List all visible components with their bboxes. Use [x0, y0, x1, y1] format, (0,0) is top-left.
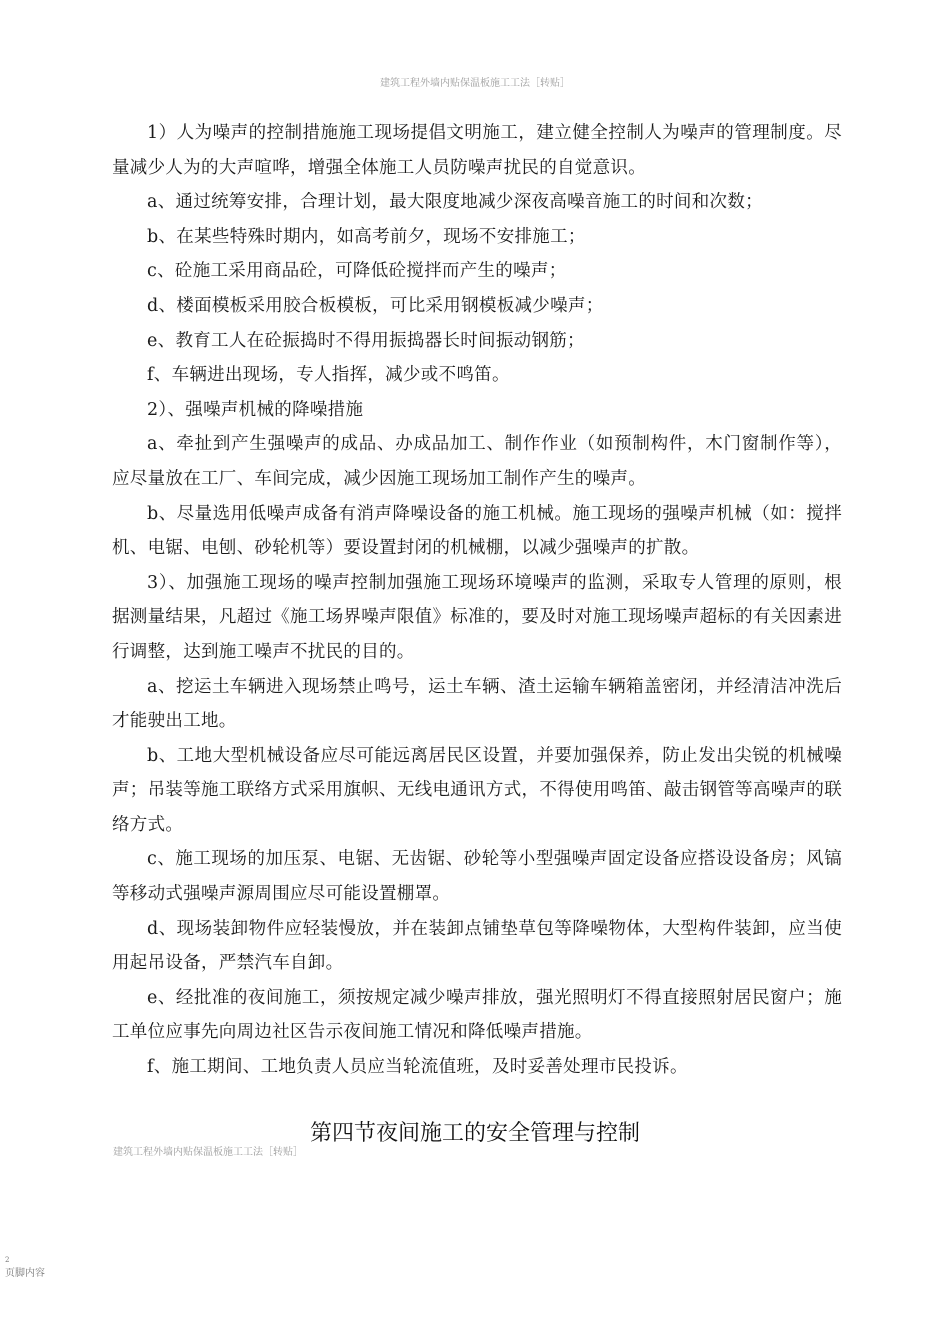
footer-label: 页脚内容	[5, 1268, 45, 1279]
paragraph-item-d: d、楼面模板采用胶合板模板，可比采用钢模板减少噪声；	[147, 295, 604, 316]
paragraph-item-a: a、挖运土车辆进入现场禁止鸣号，运土车辆、渣土运输车辆箱盖密闭，并经清洁冲洗后才能驶出工地。	[112, 676, 842, 732]
footer-note: 建筑工程外墙内贴保温板施工工法［转贴］	[113, 1147, 303, 1158]
paragraph-item-e: e、教育工人在砼振捣时不得用振捣器长时间振动钢筋；	[147, 330, 585, 351]
paragraph-item-c: c、施工现场的加压泵、电锯、无齿锯、砂轮等小型强噪声固定设备应搭设设备房；风镐等移动式强噪声源周围应尽可能设置棚罩。	[112, 849, 842, 905]
document-body	[112, 116, 842, 1085]
section-title: 第四节夜间施工的安全管理与控制	[309, 1121, 640, 1146]
paragraph-item-e: e、经批准的夜间施工，须按规定减少噪声排放，强光照明灯不得直接照射居民窗户；施工单位应事先向周边社区告示夜间施工情况和降低噪声措施。	[112, 987, 842, 1043]
paragraph-heading-3: 3）、加强施工现场的噪声控制加强施工现场环境噪声的监测，采取专人管理的原则，根据测量结果，凡超过《施工场界噪声限值》标准的，要及时对施工现场噪声超标的有关因素进行调整，达到施工噪声不扰民的目的。	[112, 572, 842, 662]
page-header: 建筑工程外墙内贴保温板施工工法［转贴］	[380, 78, 570, 89]
paragraph-item-f: f、施工期间、工地负责人员应当轮流值班，及时妥善处理市民投诉。	[147, 1057, 688, 1078]
paragraph-item-b: b、在某些特殊时期内，如高考前夕，现场不安排施工；	[147, 226, 586, 247]
paragraph-item-a: a、牵扯到产生强噪声的成品、办成品加工、制作作业（如预制构件，木门窗制作等），应尽量放在工厂、车间完成，减少因施工现场加工制作产生的噪声。	[112, 434, 842, 489]
paragraph-heading-2: 2）、强噪声机械的降噪措施	[147, 399, 364, 420]
page-number: 2	[5, 1256, 10, 1264]
paragraph-item-d: d、现场装卸物件应轻装慢放，并在装卸点铺垫草包等降噪物体，大型构件装卸，应当使用起吊设备，严禁汽车自卸。	[112, 918, 842, 974]
paragraph-item-b: b、工地大型机械设备应尽可能远离居民区设置，并要加强保养，防止发出尖锐的机械噪声；吊装等施工联络方式采用旗帜、无线电通讯方式，不得使用鸣笛、敲击钢管等高噪声的联络方式。	[112, 745, 842, 835]
paragraph-item-f: f、车辆进出现场，专人指挥，减少或不鸣笛。	[147, 365, 510, 386]
paragraph-item-b: b、尽量选用低噪声成备有消声降噪设备的施工机械。施工现场的强噪声机械（如：搅拌机、电锯、电刨、砂轮机等）要设置封闭的机械棚，以减少强噪声的扩散。	[112, 503, 842, 559]
paragraph-noise-control-1: 1）人为噪声的控制措施施工现场提倡文明施工，建立健全控制人为噪声的管理制度。尽量减少人为的大声喧哗，增强全体施工人员防噪声扰民的自觉意识。	[112, 123, 842, 178]
paragraph-item-c: c、砼施工采用商品砼，可降低砼搅拌而产生的噪声；	[147, 261, 567, 282]
paragraph-item-a: a、通过统筹安排，合理计划，最大限度地减少深夜高噪音施工的时间和次数；	[147, 192, 763, 213]
